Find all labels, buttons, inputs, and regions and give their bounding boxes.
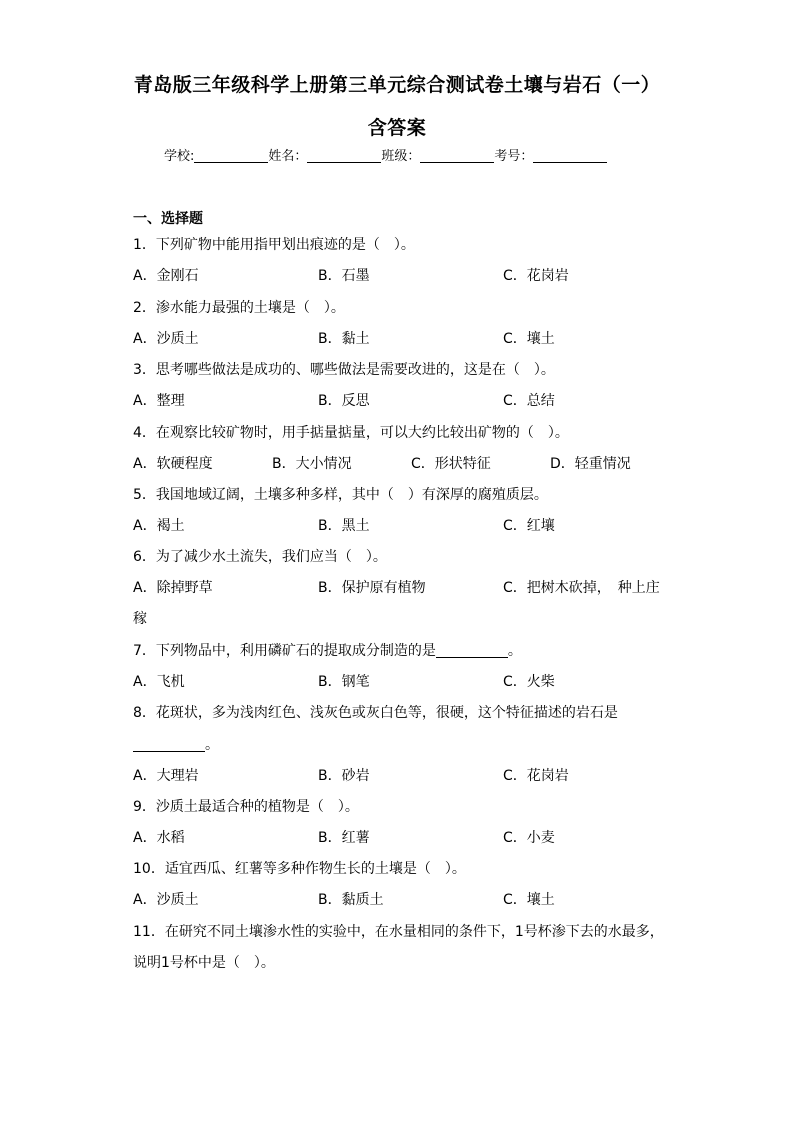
q1-option-a: A．金刚石 (133, 268, 199, 284)
q8-option-c: C．花岗岩 (503, 768, 569, 784)
q7-answer-blank[interactable] (436, 643, 508, 658)
question-8: 8．花斑状，多为浅肉红色、浅灰色或灰白色等，很硬，这个特征描述的岩石是 (133, 705, 618, 721)
school-label: 学校: (164, 149, 195, 164)
q6-option-c: C．把树木砍掉， 种上庄 (503, 580, 660, 596)
question-11: 11．在研究不同土壤渗水性的实验中，在水量相同的条件下，1号杯渗下去的水最多， (133, 924, 664, 940)
q7-option-b: B．钢笔 (318, 674, 370, 690)
class-label: 班级： (381, 149, 421, 164)
number-blank[interactable] (533, 148, 607, 163)
q3-option-c: C．总结 (503, 393, 555, 409)
q8-answer-blank[interactable] (133, 737, 205, 752)
q3-option-b: B．反思 (318, 393, 370, 409)
school-blank[interactable] (194, 148, 268, 163)
q6-option-b: B．保护原有植物 (318, 580, 426, 596)
page-subtitle: 含答案 (367, 117, 427, 139)
q10-option-b: B．黏质土 (318, 892, 384, 908)
question-6: 6．为了减少水土流失，我们应当（ ）。 (133, 549, 387, 565)
q9-option-c: C．小麦 (503, 830, 555, 846)
q5-option-a: A．褐土 (133, 518, 185, 534)
q8-text-end: 。 (205, 737, 219, 753)
q10-option-a: A．沙质土 (133, 892, 199, 908)
q11-continuation: 说明1号杯中是（ ）。 (133, 955, 275, 971)
class-blank[interactable] (420, 148, 494, 163)
q10-option-c: C．壤土 (503, 892, 555, 908)
name-blank[interactable] (307, 148, 381, 163)
q7-option-a: A．飞机 (133, 674, 185, 690)
q3-option-a: A．整理 (133, 393, 185, 409)
question-9: 9．沙质土最适合种的植物是（ ）。 (133, 799, 359, 815)
q7-text-end: 。 (507, 643, 522, 659)
q8-option-b: B．砂岩 (318, 768, 370, 784)
question-3: 3．思考哪些做法是成功的、哪些做法是需要改进的，这是在（ ）。 (133, 362, 555, 378)
q4-option-c: C．形状特征 (411, 456, 491, 472)
q5-option-b: B．黑土 (318, 518, 370, 534)
q8-continuation (133, 734, 219, 754)
number-label: 考号： (494, 149, 534, 164)
q4-option-b: B．大小情况 (272, 456, 352, 472)
q9-option-a: A．水稻 (133, 830, 185, 846)
question-5: 5．我国地域辽阔，土壤多种多样，其中（ ）有深厚的腐殖质层。 (133, 487, 548, 503)
name-label: 姓名： (268, 149, 308, 164)
q6-option-a: A．除掉野草 (133, 580, 213, 596)
question-1: 1．下列矿物中能用指甲划出痕迹的是（ ）。 (133, 237, 415, 253)
q4-option-a: A．软硬程度 (133, 456, 213, 472)
q7-option-c: C．火柴 (503, 674, 555, 690)
q6-option-c-wrap: 稼 (133, 611, 147, 627)
page-title: 青岛版三年级科学上册第三单元综合测试卷土壤与岩石（一） (133, 74, 661, 96)
q2-option-b: B．黏土 (318, 331, 370, 347)
question-10: 10．适宜西瓜、红薯等多种作物生长的土壤是（ ）。 (133, 861, 466, 877)
q5-option-c: C．红壤 (503, 518, 555, 534)
q4-option-d: D．轻重情况 (550, 456, 631, 472)
q1-option-b: B．石墨 (318, 268, 370, 284)
q2-option-a: A．沙质土 (133, 331, 199, 347)
question-7 (133, 640, 522, 660)
q1-option-c: C．花岗岩 (503, 268, 569, 284)
question-2: 2．渗水能力最强的土壤是（ ）。 (133, 300, 345, 316)
q2-option-c: C．壤土 (503, 331, 555, 347)
q8-option-a: A．大理岩 (133, 768, 199, 784)
q9-option-b: B．红薯 (318, 830, 370, 846)
q7-text: 7．下列物品中，利用磷矿石的提取成分制造的是 (133, 643, 436, 659)
section-heading: 一、选择题 (133, 211, 203, 227)
student-info-line (164, 145, 607, 164)
question-4: 4．在观察比较矿物时，用手掂量掂量，可以大约比较出矿物的（ ）。 (133, 425, 569, 441)
